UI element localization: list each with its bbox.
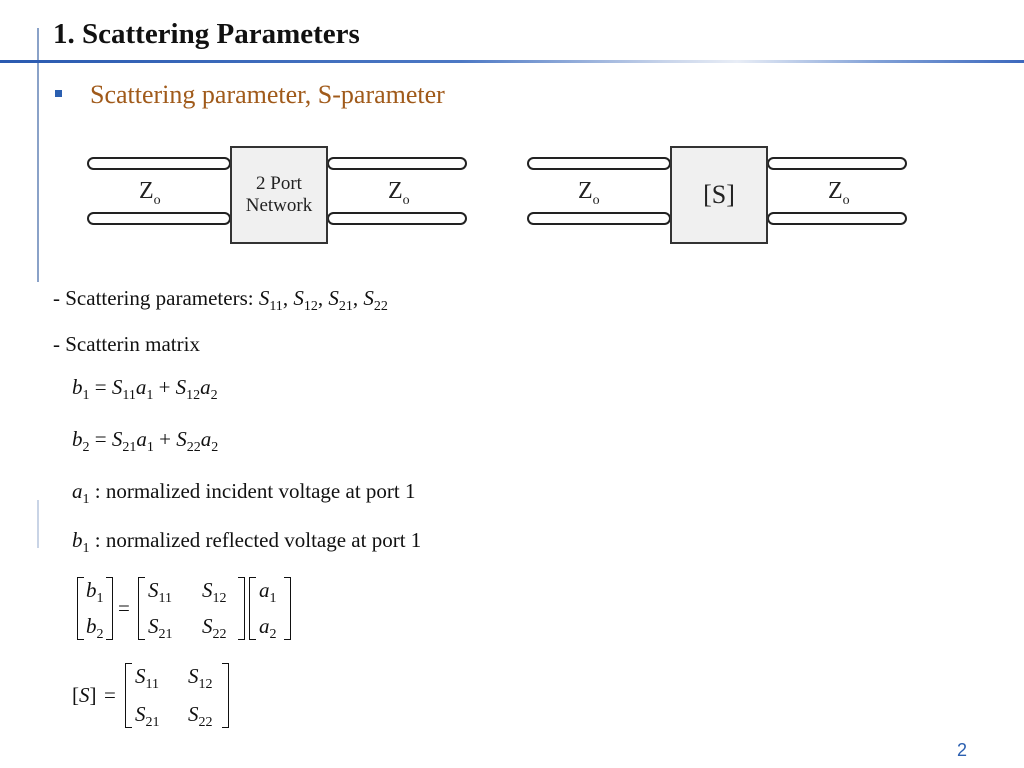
network-box: [230, 146, 328, 244]
bullet-square: [55, 90, 62, 97]
scattering-params-line: - Scattering parameters: $S_{11}$, $S_{12}$, $S_{21}$, $S_{22}$: [53, 286, 388, 315]
line-top-left: [87, 157, 231, 170]
line-top-right: [327, 157, 467, 170]
line-bottom-left: [527, 212, 671, 225]
slide-left-rule: [37, 28, 39, 282]
a1-definition: $a_1$ : normalized incident voltage at port 1: [72, 479, 416, 508]
z0-left-label: $Z_o$: [578, 178, 600, 208]
s-box: [670, 146, 768, 244]
z0-right-label: $Z_o$: [828, 178, 850, 208]
line-bottom-right: [327, 212, 467, 225]
b1-definition: $b_1$ : normalized reflected voltage at port 1: [72, 528, 422, 557]
z0-left-label: $Z_o$: [139, 178, 161, 208]
equation-b2: $b_2 = S_{21}a_1 + S_{22}a_2$: [72, 427, 219, 456]
slide-title: 1. Scattering Parameters: [53, 18, 360, 50]
line-bottom-left: [87, 212, 231, 225]
network-box-line1: 2 Port: [256, 173, 302, 194]
slide-left-rule-lower: [37, 500, 39, 548]
line-top-right: [767, 157, 907, 170]
bullet-text: Scattering parameter, S-parameter: [90, 80, 445, 109]
line-top-left: [527, 157, 671, 170]
network-box-line2: Network: [245, 195, 313, 216]
line-bottom-right: [767, 212, 907, 225]
z0-right-label: $Z_o$: [388, 178, 410, 208]
equation-b1: $b_1 = S_{11}a_1 + S_{12}a_2$: [72, 375, 218, 404]
page-number: 2: [956, 740, 967, 760]
matrix-heading: - Scatterin matrix: [53, 332, 200, 356]
title-underline: [0, 60, 1024, 63]
s-box-label: [S]: [703, 180, 735, 209]
